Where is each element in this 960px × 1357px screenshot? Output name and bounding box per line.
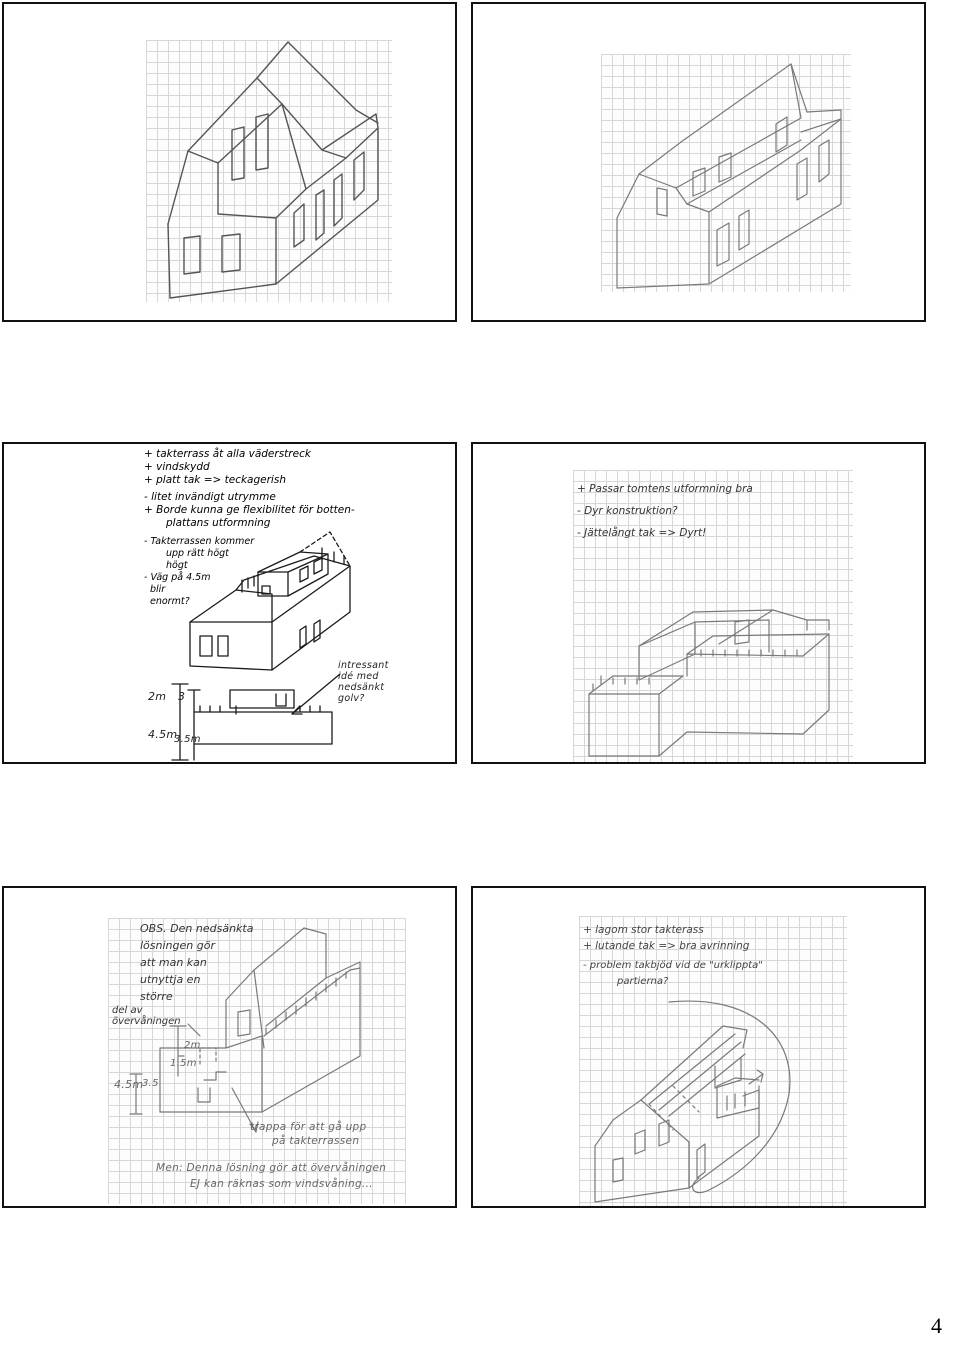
house-sketch-gable-roof (146, 40, 392, 302)
sketch-sheet (146, 40, 392, 302)
note-line: upp rätt högt (166, 548, 229, 559)
slide-4 (471, 442, 926, 764)
house-sketch-l-shape (473, 444, 926, 764)
note-line: övervåningen (112, 1016, 181, 1027)
stair-note-line: trappa för att gå upp (250, 1121, 367, 1133)
note-line: + platt tak => teckagerish (144, 474, 286, 486)
annotation-line: nedsänkt (338, 682, 385, 693)
dim-2m: 2m (184, 1040, 201, 1051)
house-sketch-long-roof (601, 54, 851, 292)
note-line: större (140, 990, 173, 1003)
sketch-sheet (601, 54, 851, 292)
slide-5 (2, 886, 457, 1208)
note-line: att man kan (140, 956, 207, 969)
bottom-note-line: Men: Denna lösning gör att övervåningen (156, 1162, 387, 1174)
note-line: enormt? (150, 596, 190, 607)
note-line: - Takterrassen kommer (144, 536, 255, 547)
note-line: + takterrass åt alla väderstreck (144, 448, 311, 460)
note-line: lösningen gör (140, 939, 215, 952)
annotation-line: idé med (338, 671, 379, 682)
note-line: + vindskydd (144, 461, 210, 473)
sunken-floor-annotation (338, 660, 389, 704)
slide-2 (471, 2, 926, 322)
dim-1-5m: 1.5m (170, 1058, 197, 1069)
bottom-note (156, 1160, 386, 1192)
stair-note (250, 1120, 366, 1148)
annotation-line: intressant (338, 660, 389, 671)
note-line: plattans utformning (166, 517, 271, 529)
note-line: - litet invändigt utrymme (144, 491, 276, 503)
bottom-note-line: EJ kan räknas som vindsvåning... (190, 1178, 373, 1190)
note-line: + Borde kunna ge flexibilitet för botten- (144, 504, 355, 516)
dim-4-5m: 4.5m (148, 728, 178, 741)
note-line: - Jättelångt tak => Dyrt! (577, 527, 707, 539)
note-line: + lutande tak => bra avrinning (583, 940, 750, 952)
note-line: blir (150, 584, 166, 595)
note-line: + lagom stor takterass (583, 924, 704, 936)
stair-note-line: på takterrassen (272, 1135, 360, 1147)
house-sketch-roof-terrace (4, 444, 457, 764)
annotation-line: golv? (338, 693, 365, 704)
dim-3-5m: 3.5m (174, 734, 201, 745)
dim-3-5: 3.5 (142, 1078, 159, 1089)
note-line: OBS. Den nedsänkta (140, 922, 254, 935)
dim-3: 3 (178, 690, 186, 703)
note-line: - Dyr konstruktion? (577, 505, 678, 517)
house-sketch-sloped-roof (473, 888, 926, 1208)
note-line: utnyttja en (140, 973, 201, 986)
slide-1 (2, 2, 457, 322)
note-line: - problem takbjöd vid de "urklippta" (583, 960, 763, 971)
note-line: del av (112, 1005, 143, 1016)
page-number: 4 (931, 1313, 942, 1338)
dim-4-5m: 4.5m (114, 1078, 144, 1091)
slide-3 (2, 442, 457, 764)
slide-6 (471, 886, 926, 1208)
dim-2m: 2m (148, 690, 167, 703)
note-line: högt (166, 560, 188, 571)
note-line: - Väg på 4.5m (144, 572, 211, 583)
note-line: + Passar tomtens utformning bra (577, 483, 753, 495)
note-line: partierna? (617, 976, 669, 987)
